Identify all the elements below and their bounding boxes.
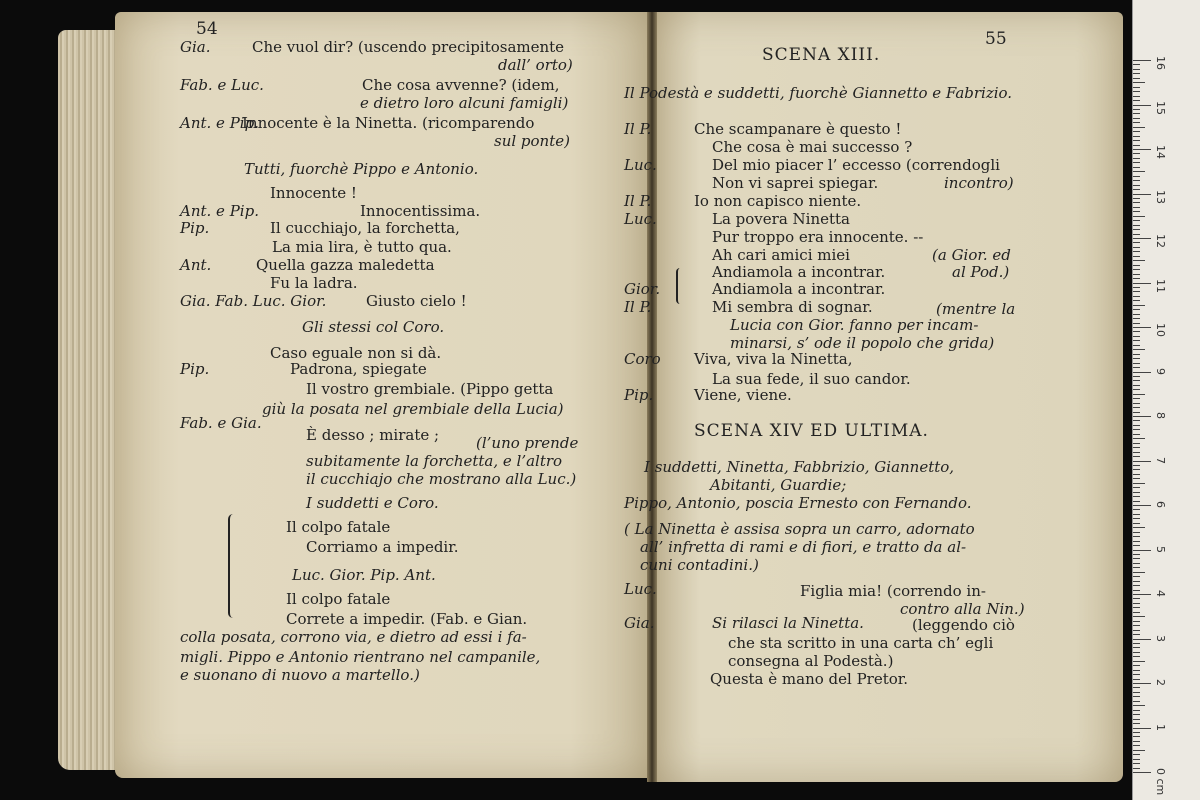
ruler-minor-tick: [1133, 585, 1140, 586]
ruler-minor-tick: [1133, 487, 1140, 488]
ruler-minor-tick: [1133, 376, 1140, 377]
ruler-label: 11: [1154, 278, 1167, 293]
page-number: 55: [985, 29, 1007, 49]
ruler-minor-tick: [1133, 131, 1140, 132]
text-line: colla posata, corrono via, e dietro ad essi i fa-: [180, 628, 527, 646]
text-line: Viva, viva la Ninetta,: [694, 350, 853, 368]
text-line: Pip.: [180, 219, 210, 237]
ruler-minor-tick: [1133, 736, 1140, 737]
text-line: Luc.: [624, 580, 657, 598]
ruler-minor-tick: [1133, 434, 1140, 435]
ruler-minor-tick: [1133, 367, 1140, 368]
text-line: Pip.: [180, 360, 210, 378]
ruler-minor-tick: [1133, 630, 1140, 631]
text-line: La mia lira, è tutto qua.: [272, 238, 452, 256]
text-line: Pur troppo era innocente. --: [712, 228, 924, 246]
ruler-minor-tick: [1133, 647, 1140, 648]
ruler-label: 9: [1154, 367, 1167, 375]
ruler-minor-tick: [1133, 492, 1140, 493]
ruler-minor-tick: [1133, 429, 1140, 430]
ruler-minor-tick: [1133, 452, 1140, 453]
ruler-minor-tick: [1133, 260, 1145, 261]
text-line: Gia. Fab. Luc. Gior.: [180, 292, 327, 310]
ruler-minor-tick: [1133, 211, 1140, 212]
ruler-label: 10: [1154, 323, 1167, 337]
ruler-minor-tick: [1133, 269, 1140, 270]
ruler-minor-tick: [1133, 167, 1140, 168]
ruler-tick: [1133, 194, 1151, 195]
text-line: contro alla Nin.): [900, 600, 1025, 618]
ruler-tick: [1133, 283, 1151, 284]
ruler-minor-tick: [1133, 696, 1140, 697]
ruler-minor-tick: [1133, 621, 1140, 622]
ruler-minor-tick: [1133, 412, 1140, 413]
text-line: ( La Ninetta è assisa sopra un carro, adornato: [624, 520, 975, 538]
ruler-minor-tick: [1133, 634, 1140, 635]
ruler-minor-tick: [1133, 581, 1140, 582]
text-line: Ant. e Pip.: [180, 202, 259, 220]
ruler-minor-tick: [1133, 532, 1140, 533]
text-line: Il colpo fatale: [286, 518, 391, 536]
ruler-minor-tick: [1133, 300, 1140, 301]
ruler-minor-tick: [1133, 469, 1140, 470]
ruler-minor-tick: [1133, 523, 1140, 524]
text-line: Gia.: [180, 38, 211, 56]
ruler-minor-tick: [1133, 82, 1145, 83]
text-line: dall’ orto): [498, 56, 573, 74]
text-line: Che scampanare è questo !: [694, 120, 902, 138]
ruler-minor-tick: [1133, 692, 1140, 693]
text-line: incontro): [944, 174, 1014, 192]
ruler-tick: [1133, 594, 1151, 595]
ruler-minor-tick: [1133, 447, 1140, 448]
text-line: Il cucchiajo, la forchetta,: [270, 219, 460, 237]
ruler-label: 8: [1154, 412, 1167, 419]
text-line: È desso ; mirate ;: [306, 426, 440, 444]
text-line: e suonano di nuovo a martello.): [180, 666, 420, 684]
ruler-tick: [1133, 60, 1151, 61]
ruler-minor-tick: [1133, 625, 1140, 626]
ruler-minor-tick: [1133, 723, 1140, 724]
text-line: Gia.: [624, 614, 655, 632]
ruler-minor-tick: [1133, 385, 1140, 386]
ruler-minor-tick: [1133, 380, 1140, 381]
text-line: Andiamola a incontrar.: [712, 280, 886, 298]
ruler-minor-tick: [1133, 759, 1140, 760]
scene-heading: SCENA XIV ED ULTIMA.: [694, 421, 929, 441]
text-line: subitamente la forchetta, e l’altro: [306, 452, 563, 470]
ruler-minor-tick: [1133, 202, 1140, 203]
ruler-label: 1: [1154, 723, 1167, 731]
ruler-minor-tick: [1133, 358, 1140, 359]
ruler-minor-tick: [1133, 127, 1145, 128]
ruler-minor-tick: [1133, 122, 1140, 123]
ruler-minor-tick: [1133, 687, 1140, 688]
text-line: Che cosa avvenne? (idem,: [362, 76, 560, 94]
ruler-minor-tick: [1133, 323, 1140, 324]
ruler-minor-tick: [1133, 474, 1140, 475]
ruler-minor-tick: [1133, 518, 1140, 519]
text-line: Figlia mia! (correndo in-: [800, 582, 986, 600]
text-line: Questa è mano del Pretor.: [710, 670, 909, 688]
ruler-tick: [1133, 772, 1151, 773]
ruler-minor-tick: [1133, 598, 1140, 599]
ruler-minor-tick: [1133, 443, 1140, 444]
ruler-minor-tick: [1133, 719, 1140, 720]
ruler-minor-tick: [1133, 768, 1140, 769]
ruler-minor-tick: [1133, 710, 1140, 711]
ruler-label: 7: [1154, 456, 1167, 464]
text-line: all’ infretta di rami e di fiori, e tratto da al-: [640, 538, 967, 556]
ruler-minor-tick: [1133, 318, 1140, 319]
text-line: Ah cari amici miei: [712, 246, 850, 264]
text-line: sul ponte): [494, 132, 570, 150]
ruler-minor-tick: [1133, 162, 1140, 163]
ruler-minor-tick: [1133, 661, 1145, 662]
ruler-minor-tick: [1133, 207, 1140, 208]
ruler-tick: [1133, 461, 1151, 462]
ruler-minor-tick: [1133, 158, 1140, 159]
text-line: Innocente è la Ninetta. (ricomparendo: [242, 114, 535, 132]
ruler-minor-tick: [1133, 69, 1140, 70]
text-line: Corriamo a impedir.: [306, 538, 459, 556]
ruler-minor-tick: [1133, 674, 1140, 675]
ruler-minor-tick: [1133, 754, 1140, 755]
text-line: consegna al Podestà.): [728, 652, 894, 670]
text-line: Ant. e Pip.: [180, 114, 259, 132]
text-line: cuni contadini.): [640, 556, 759, 574]
ruler-label: 12: [1154, 234, 1167, 248]
ruler-minor-tick: [1133, 176, 1140, 177]
scene-heading: SCENA XIII.: [762, 45, 881, 65]
ruler-minor-tick: [1133, 705, 1145, 706]
ruler-tick: [1133, 728, 1151, 729]
ruler-minor-tick: [1133, 278, 1140, 279]
ruler-minor-tick: [1133, 309, 1140, 310]
stage-brace: [228, 514, 238, 618]
text-line: Il vostro grembiale. (Pippo getta: [306, 380, 554, 398]
ruler-minor-tick: [1133, 665, 1140, 666]
text-line: Coro: [624, 350, 661, 368]
ruler-label: 5: [1154, 545, 1167, 553]
ruler-minor-tick: [1133, 265, 1140, 266]
text-line: Non vi saprei spiegar.: [712, 174, 879, 192]
ruler-minor-tick: [1133, 113, 1140, 114]
text-line: I suddetti e Coro.: [306, 494, 439, 512]
ruler-minor-tick: [1133, 291, 1140, 292]
ruler-minor-tick: [1133, 558, 1140, 559]
ruler-minor-tick: [1133, 198, 1140, 199]
text-line: giù la posata nel grembiale della Lucia): [262, 400, 564, 418]
text-line: I suddetti, Ninetta, Fabbrizio, Giannetto,: [644, 458, 955, 476]
ruler-minor-tick: [1133, 363, 1140, 364]
text-line: Il P.: [624, 192, 652, 210]
ruler-minor-tick: [1133, 349, 1145, 350]
ruler-minor-tick: [1133, 701, 1140, 702]
ruler-tick: [1133, 149, 1151, 150]
text-line: La sua fede, il suo candor.: [712, 370, 911, 388]
ruler-minor-tick: [1133, 545, 1140, 546]
ruler-minor-tick: [1133, 136, 1140, 137]
text-line: Innocentissima.: [360, 202, 481, 220]
ruler-minor-tick: [1133, 274, 1140, 275]
ruler-tick: [1133, 372, 1151, 373]
ruler-minor-tick: [1133, 145, 1140, 146]
ruler-minor-tick: [1133, 745, 1140, 746]
text-line: Luc. Gior. Pip. Ant.: [292, 566, 436, 584]
text-line: Gli stessi col Coro.: [302, 318, 445, 336]
ruler-minor-tick: [1133, 456, 1140, 457]
ruler-minor-tick: [1133, 73, 1140, 74]
ruler-label: 3: [1154, 634, 1167, 642]
ruler-tick: [1133, 416, 1151, 417]
text-line: (mentre la: [936, 300, 1016, 318]
ruler-minor-tick: [1133, 656, 1140, 657]
text-line: Viene, viene.: [694, 386, 792, 404]
ruler-minor-tick: [1133, 345, 1140, 346]
text-line: Fab. e Gia.: [180, 414, 262, 432]
page-stack: [58, 30, 118, 770]
text-line: Correte a impedir. (Fab. e Gian.: [286, 610, 528, 628]
ruler-minor-tick: [1133, 420, 1140, 421]
ruler-minor-tick: [1133, 96, 1140, 97]
text-line: migli. Pippo e Antonio rientrano nel campanile,: [180, 648, 541, 666]
ruler-label: 13: [1154, 189, 1167, 204]
text-line: Andiamola a incontrar.: [712, 263, 886, 281]
text-line: Tutti, fuorchè Pippo e Antonio.: [244, 160, 479, 178]
text-line: Che vuol dir? (uscendo precipitosamente: [252, 38, 565, 56]
ruler-minor-tick: [1133, 501, 1140, 502]
text-line: Si rilasci la Ninetta.: [712, 614, 864, 632]
ruler-minor-tick: [1133, 287, 1140, 288]
ruler-label: 16: [1154, 56, 1167, 70]
ruler-minor-tick: [1133, 763, 1140, 764]
text-line: che sta scritto in una carta ch’ egli: [728, 634, 994, 652]
ruler-minor-tick: [1133, 234, 1140, 235]
ruler-minor-tick: [1133, 643, 1140, 644]
ruler-minor-tick: [1133, 91, 1140, 92]
ruler-label: 4: [1154, 590, 1167, 597]
ruler-minor-tick: [1133, 567, 1140, 568]
ruler-minor-tick: [1133, 670, 1140, 671]
text-line: minarsi, s’ ode il popolo che grida): [730, 334, 995, 352]
ruler-minor-tick: [1133, 118, 1140, 119]
ruler-label: 2: [1154, 679, 1167, 686]
text-line: La povera Ninetta: [712, 210, 850, 228]
ruler-minor-tick: [1133, 438, 1145, 439]
ruler-minor-tick: [1133, 465, 1140, 466]
ruler-minor-tick: [1133, 407, 1140, 408]
ruler-minor-tick: [1133, 750, 1145, 751]
ruler-minor-tick: [1133, 496, 1140, 497]
ruler-minor-tick: [1133, 509, 1140, 510]
ruler-label: 15: [1154, 100, 1167, 115]
text-line: il cucchiajo che mostrano alla Luc.): [306, 470, 577, 488]
ruler-minor-tick: [1133, 336, 1140, 337]
ruler-minor-tick: [1133, 78, 1140, 79]
ruler-label: 14: [1154, 145, 1167, 159]
text-line: al Pod.): [952, 263, 1010, 281]
ruler-minor-tick: [1133, 340, 1140, 341]
text-line: Fu la ladra.: [270, 274, 358, 292]
text-line: Padrona, spiegate: [290, 360, 427, 378]
text-line: Ant.: [180, 256, 212, 274]
ruler-minor-tick: [1133, 216, 1145, 217]
ruler-minor-tick: [1133, 180, 1140, 181]
text-line: Il P.: [624, 298, 652, 316]
ruler-minor-tick: [1133, 536, 1140, 537]
ruler-minor-tick: [1133, 403, 1140, 404]
text-line: Il Podestà e suddetti, fuorchè Giannetto e Fabrizio.: [624, 84, 1013, 102]
text-line: e dietro loro alcuni famigli): [360, 94, 569, 112]
ruler-minor-tick: [1133, 242, 1140, 243]
ruler-minor-tick: [1133, 389, 1140, 390]
ruler-minor-tick: [1133, 140, 1140, 141]
ruler-tick: [1133, 550, 1151, 551]
ruler-minor-tick: [1133, 576, 1140, 577]
text-line: Del mio piacer l’ eccesso (correndogli: [712, 156, 1000, 174]
ruler-minor-tick: [1133, 331, 1140, 332]
ruler-minor-tick: [1133, 189, 1140, 190]
text-line: (l’uno prende: [476, 434, 579, 452]
ruler-tick: [1133, 639, 1151, 640]
ruler-label: 0 cm: [1154, 768, 1167, 796]
text-line: Luc.: [624, 156, 657, 174]
ruler-minor-tick: [1133, 514, 1140, 515]
ruler-minor-tick: [1133, 425, 1140, 426]
text-line: Quella gazza maledetta: [256, 256, 435, 274]
ruler-tick: [1133, 238, 1151, 239]
ruler-minor-tick: [1133, 229, 1140, 230]
ruler-minor-tick: [1133, 305, 1145, 306]
ruler-minor-tick: [1133, 225, 1140, 226]
ruler-tick: [1133, 683, 1151, 684]
text-line: (a Gior. ed: [932, 246, 1011, 264]
ruler-minor-tick: [1133, 732, 1140, 733]
ruler-minor-tick: [1133, 483, 1145, 484]
ruler-minor-tick: [1133, 251, 1140, 252]
ruler-minor-tick: [1133, 256, 1140, 257]
ruler-minor-tick: [1133, 652, 1140, 653]
ruler-minor-tick: [1133, 714, 1140, 715]
stage-brace: [676, 268, 684, 304]
text-line: Luc.: [624, 210, 657, 228]
text-line: Lucia con Gior. fanno per incam-: [730, 316, 979, 334]
ruler-minor-tick: [1133, 109, 1140, 110]
ruler-label: 6: [1154, 501, 1167, 508]
text-line: Il colpo fatale: [286, 590, 391, 608]
ruler-minor-tick: [1133, 354, 1140, 355]
text-line: Innocente !: [270, 184, 357, 202]
text-line: Caso eguale non si dà.: [270, 344, 442, 362]
text-line: Fab. e Luc.: [180, 76, 264, 94]
ruler-tick: [1133, 105, 1151, 106]
ruler-minor-tick: [1133, 87, 1140, 88]
text-line: Pip.: [624, 386, 654, 404]
ruler-minor-tick: [1133, 679, 1140, 680]
ruler-minor-tick: [1133, 220, 1140, 221]
ruler-minor-tick: [1133, 247, 1140, 248]
ruler-tick: [1133, 327, 1151, 328]
ruler-minor-tick: [1133, 616, 1145, 617]
ruler-minor-tick: [1133, 612, 1140, 613]
measuring-ruler: [1132, 0, 1200, 800]
page-number: 54: [196, 19, 218, 39]
ruler-minor-tick: [1133, 572, 1145, 573]
ruler-minor-tick: [1133, 603, 1140, 604]
text-line: (leggendo ciò: [912, 616, 1015, 634]
ruler-minor-tick: [1133, 296, 1140, 297]
ruler-minor-tick: [1133, 541, 1140, 542]
ruler-minor-tick: [1133, 607, 1140, 608]
ruler-minor-tick: [1133, 398, 1140, 399]
ruler-minor-tick: [1133, 314, 1140, 315]
text-line: Mi sembra di sognar.: [712, 298, 873, 316]
ruler-minor-tick: [1133, 394, 1145, 395]
ruler-minor-tick: [1133, 185, 1140, 186]
text-line: Giusto cielo !: [366, 292, 467, 310]
ruler-minor-tick: [1133, 171, 1145, 172]
text-line: Io non capisco niente.: [694, 192, 862, 210]
text-line: Che cosa è mai successo ?: [712, 138, 913, 156]
text-line: Pippo, Antonio, poscia Ernesto con Fernando.: [624, 494, 972, 512]
ruler-minor-tick: [1133, 64, 1140, 65]
text-line: Gior.: [624, 280, 661, 298]
ruler-minor-tick: [1133, 563, 1140, 564]
ruler-minor-tick: [1133, 153, 1140, 154]
ruler-minor-tick: [1133, 554, 1140, 555]
ruler-minor-tick: [1133, 590, 1140, 591]
ruler-minor-tick: [1133, 527, 1145, 528]
ruler-minor-tick: [1133, 478, 1140, 479]
text-line: Il P.: [624, 120, 652, 138]
ruler-minor-tick: [1133, 741, 1140, 742]
ruler-tick: [1133, 505, 1151, 506]
text-line: Abitanti, Guardie;: [710, 476, 847, 494]
ruler-minor-tick: [1133, 100, 1140, 101]
